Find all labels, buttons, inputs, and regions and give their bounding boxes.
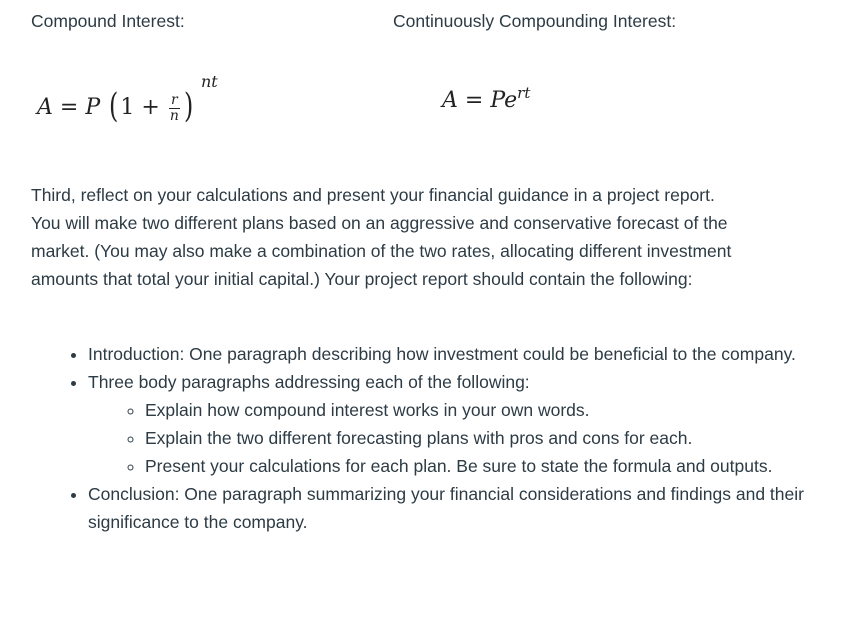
formula-equals: = xyxy=(59,95,79,120)
report-requirements-list xyxy=(31,340,808,536)
sublist-item: ◦ Explain how compound interest works in your own words. xyxy=(145,396,808,424)
formula-plus: + xyxy=(141,95,160,120)
formula-equals: = xyxy=(464,88,484,113)
sublist-item: ◦ Explain the two different forecasting plans with pros and cons for each. xyxy=(145,424,808,452)
body-paragraphs-sublist xyxy=(88,396,808,480)
sublist-item: ◦ Present your calculations for each plan. Be sure to state the formula and outputs. xyxy=(145,452,808,480)
list-item-body-paragraphs xyxy=(88,368,808,480)
open-paren: ( xyxy=(109,86,119,126)
formula-a: A xyxy=(37,95,53,120)
formula-pe: Pe xyxy=(490,88,518,113)
formula-exponent: rt xyxy=(517,84,531,102)
formula-a: A xyxy=(442,88,458,113)
continuous-interest-heading: Continuously Compounding Interest: xyxy=(393,11,677,31)
fraction-numerator: r xyxy=(169,93,180,109)
compound-interest-heading: Compound Interest: xyxy=(31,11,185,31)
rate-fraction xyxy=(169,93,180,124)
continuous-interest-formula xyxy=(442,84,530,113)
fraction-denominator: n xyxy=(169,107,179,124)
formula-one: 1 xyxy=(120,95,135,120)
instructions-paragraph: Third, reflect on your calculations and present your financial guidance in a project report. You will make two different plans based on an aggressive and conservative forecast of the market. (You may also make a combination of the two rates, allocating different investment amounts that total your initial capital.) Your project report should contain the following: xyxy=(31,185,732,289)
formula-exponent: nt xyxy=(201,72,218,91)
close-paren: ) xyxy=(183,86,194,126)
body-paragraphs-label: Three body paragraphs addressing each of the following: xyxy=(88,372,530,392)
compound-interest-formula xyxy=(37,72,257,132)
list-item-introduction: • Introduction: One paragraph describing how investment could be beneficial to the company. xyxy=(88,340,808,368)
list-item-conclusion: • Conclusion: One paragraph summarizing your financial considerations and findings and their significance to the company. xyxy=(88,480,808,536)
formula-principal: P xyxy=(85,95,101,120)
